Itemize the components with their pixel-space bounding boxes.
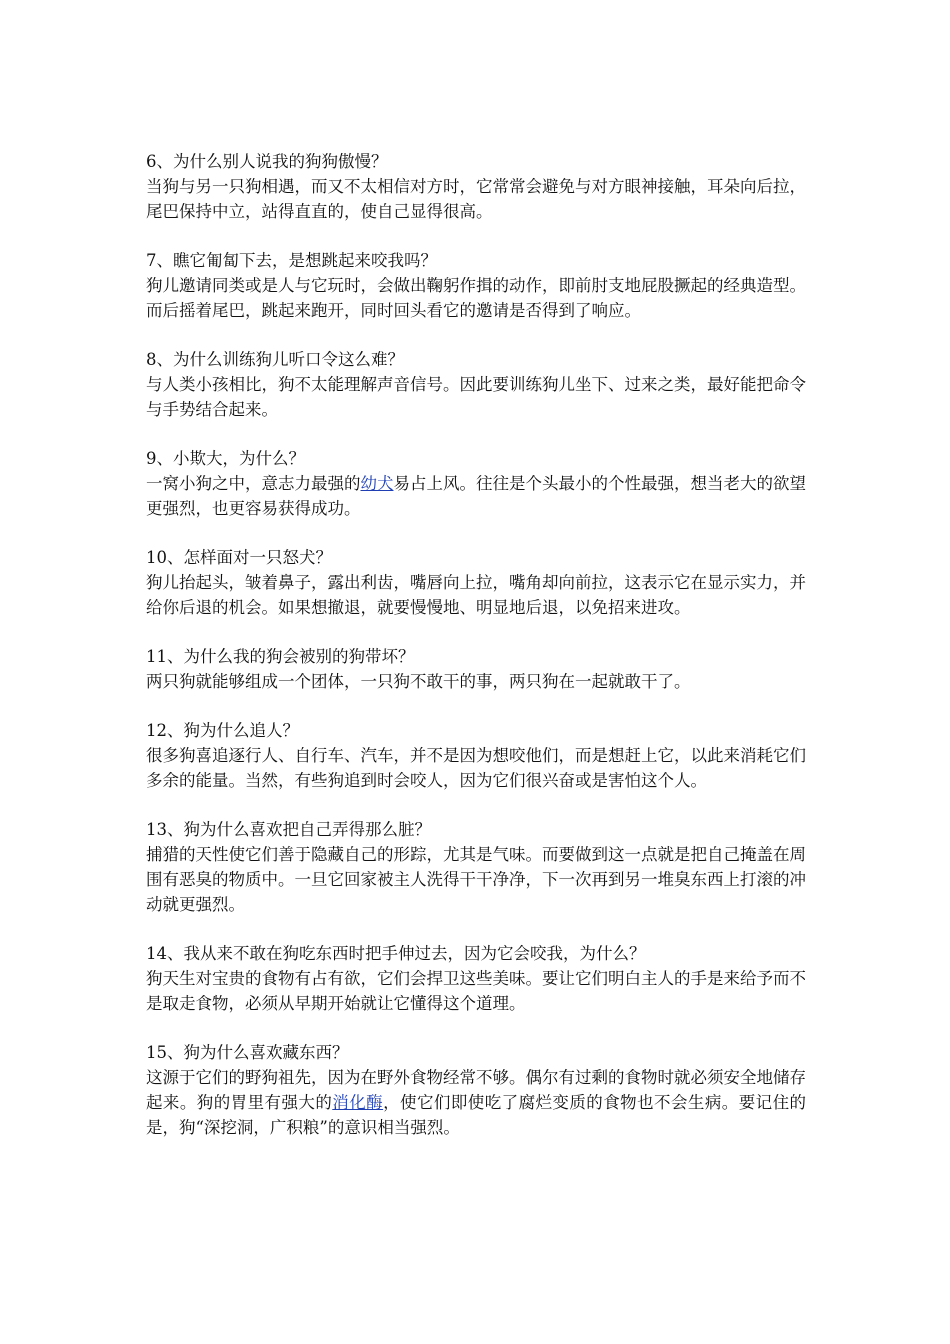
answer-segment: 两只狗就能够组成一个团体，一只狗不敢干的事，两只狗在一起就敢干了。 xyxy=(146,672,691,691)
question-heading: 10、怎样面对一只怒犬？ xyxy=(146,548,332,567)
answer-segment: ，使它们即使吃了腐烂变质的食物也不会生病。要记住的是，狗“深挖洞，广积粮”的意识相当强烈。 xyxy=(146,1093,807,1137)
qa-item xyxy=(146,149,806,224)
answer-segment: 一窝小狗之中，意志力最强的 xyxy=(146,474,361,493)
question-heading: 13、狗为什么喜欢把自己弄得那么脏？ xyxy=(146,820,431,839)
qa-item xyxy=(146,718,806,793)
question-heading: 8、为什么训练狗儿听口令这么难？ xyxy=(146,350,404,369)
qa-item xyxy=(146,941,806,1016)
answer-segment: 狗天生对宝贵的食物有占有欲，它们会捍卫这些美味。要让它们明白主人的手是来给予而不是取走食物，必须从早期开始就让它懂得这个道理。 xyxy=(146,969,806,1013)
question-heading: 7、瞧它匍匐下去，是想跳起来咬我吗？ xyxy=(146,251,437,270)
qa-item xyxy=(146,545,806,620)
answer-segment: 狗儿邀请同类或是人与它玩时，会做出鞠躬作揖的动作，即前肘支地屁股撅起的经典造型。而后摇着尾巴，跳起来跑开，同时回头看它的邀请是否得到了响应。 xyxy=(146,276,806,320)
keyword-link[interactable]: 消化酶 xyxy=(332,1093,384,1112)
qa-item xyxy=(146,817,806,917)
qa-item xyxy=(146,1040,806,1140)
answer-text xyxy=(146,174,806,224)
question-heading: 12、狗为什么追人？ xyxy=(146,721,299,740)
answer-text xyxy=(146,842,806,917)
answer-text xyxy=(146,273,806,323)
question-heading: 15、狗为什么喜欢藏东西？ xyxy=(146,1043,349,1062)
answer-text xyxy=(146,372,806,422)
answer-text xyxy=(146,1065,806,1140)
answer-text xyxy=(146,471,806,521)
qa-item xyxy=(146,446,806,521)
question-heading: 9、小欺大，为什么？ xyxy=(146,449,305,468)
question-heading: 11、为什么我的狗会被别的狗带坏？ xyxy=(146,647,415,666)
answer-segment: 当狗与另一只狗相遇，而又不太相信对方时，它常常会避免与对方眼神接触，耳朵向后拉，尾巴保持中立，站得直直的，使自己显得很高。 xyxy=(146,177,806,221)
answer-text xyxy=(146,669,806,694)
answer-text xyxy=(146,743,806,793)
answer-segment: 这源于它们的野狗祖先，因为在野外食物经常不够。偶尔有过剩的食物时就必须安全地储存起来。狗的胃里有强大的 xyxy=(146,1068,806,1112)
answer-text xyxy=(146,570,806,620)
qa-item xyxy=(146,644,806,694)
answer-segment: 很多狗喜追逐行人、自行车、汽车，并不是因为想咬他们，而是想赶上它，以此来消耗它们多余的能量。当然，有些狗追到时会咬人，因为它们很兴奋或是害怕这个人。 xyxy=(146,746,806,790)
question-heading: 6、为什么别人说我的狗狗傲慢？ xyxy=(146,152,388,171)
answer-segment: 易占上风。往往是个头最小的个性最强，想当老大的欲望更强烈，也更容易获得成功。 xyxy=(146,474,806,518)
question-heading: 14、我从来不敢在狗吃东西时把手伸过去，因为它会咬我，为什么？ xyxy=(146,944,646,963)
answer-segment: 捕猎的天性使它们善于隐藏自己的形踪，尤其是气味。而要做到这一点就是把自己掩盖在周围有恶臭的物质中。一旦它回家被主人洗得干干净净，下一次再到另一堆臭东西上打滚的冲动就更强烈。 xyxy=(146,845,806,914)
answer-segment: 狗儿抬起头，皱着鼻子，露出利齿，嘴唇向上拉，嘴角却向前拉，这表示它在显示实力，并给你后退的机会。如果想撤退，就要慢慢地、明显地后退，以免招来进攻。 xyxy=(146,573,806,617)
answer-text xyxy=(146,966,806,1016)
qa-item xyxy=(146,248,806,323)
keyword-link[interactable]: 幼犬 xyxy=(360,474,394,493)
document-page xyxy=(146,149,806,1164)
qa-item xyxy=(146,347,806,422)
answer-segment: 与人类小孩相比，狗不太能理解声音信号。因此要训练狗儿坐下、过来之类，最好能把命令与手势结合起来。 xyxy=(146,375,806,419)
